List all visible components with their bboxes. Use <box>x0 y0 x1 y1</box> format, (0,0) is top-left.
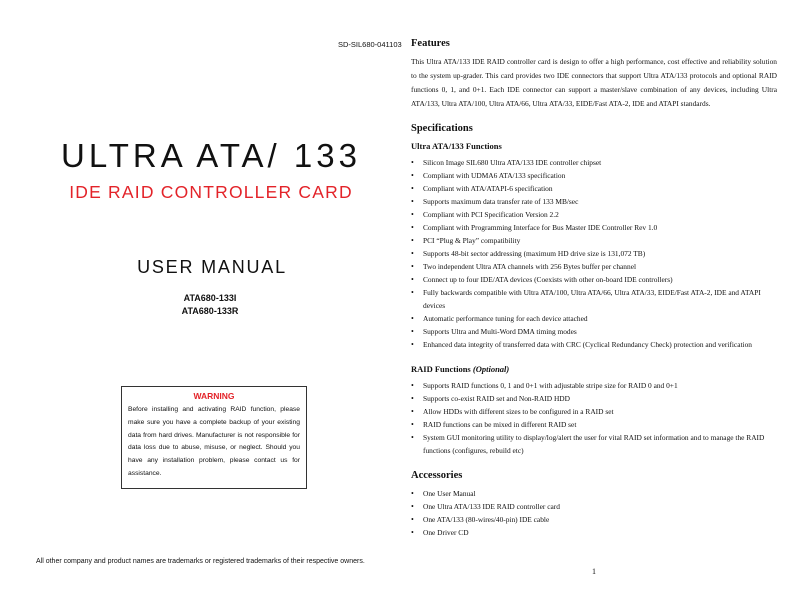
list-item: • Allow HDDs with different sizes to be configured in a RAID set <box>411 405 777 418</box>
ultra-functions-list <box>411 156 777 351</box>
raid-heading-text: RAID Functions <box>411 364 471 374</box>
list-item: • Compliant with Programming Interface for Bus Master IDE Controller Rev 1.0 <box>411 221 777 234</box>
warning-title: WARNING <box>193 391 235 401</box>
warning-text: Before installing and activating RAID function, please make sure you have a complete backup of your existing data from hard drives. Manufacturer is not responsible for data loss due to abuse, misuse, or neglect. Should you have any installation problem, please contact us for assistance. <box>128 406 300 477</box>
model-number: ATA680-133I <box>183 293 237 303</box>
list-item: • One User Manual <box>411 487 777 500</box>
right-page-content <box>411 38 777 539</box>
list-item: • Supports RAID functions 0, 1 and 0+1 with adjustable stripe size for RAID 0 and 0+1 <box>411 379 777 392</box>
list-item: • Two independent Ultra ATA channels with 256 Bytes buffer per channel <box>411 260 777 273</box>
list-item: • Supports co-exist RAID set and Non-RAID HDD <box>411 392 777 405</box>
product-subtitle: IDE RAID CONTROLLER CARD <box>69 182 353 202</box>
list-item: • One ATA/133 (80-wires/40-pin) IDE cable <box>411 513 777 526</box>
list-item: • System GUI monitoring utility to display/log/alert the user for vital RAID set information and to manage the RAID functions (configures, rebuild etc) <box>411 431 777 457</box>
document-id: SD-SIL680-041103 <box>338 40 402 49</box>
warning-box <box>121 386 307 489</box>
list-item: • One Driver CD <box>411 526 777 539</box>
model-number: ATA680-133R <box>181 306 239 316</box>
list-item: • Supports 48-bit sector addressing (maximum HD drive size is 131,072 TB) <box>411 247 777 260</box>
raid-functions-heading <box>411 364 777 374</box>
list-item: • Silicon Image SIL680 Ultra ATA/133 IDE controller chipset <box>411 156 777 169</box>
list-item: • PCI “Plug & Play” compatibility <box>411 234 777 247</box>
list-item: • Connect up to four IDE/ATA devices (Coexists with other on-board IDE controllers) <box>411 273 777 286</box>
list-item: • Compliant with UDMA6 ATA/133 specification <box>411 169 777 182</box>
list-item: • Supports Ultra and Multi-Word DMA timing modes <box>411 325 777 338</box>
list-item: • Compliant with PCI Specification Version 2.2 <box>411 208 777 221</box>
list-item: • Automatic performance tuning for each device attached <box>411 312 777 325</box>
product-title: ULTRA ATA/ 133 <box>61 137 361 174</box>
raid-optional-note: (Optional) <box>472 364 510 374</box>
accessories-heading: Accessories <box>411 470 463 481</box>
features-heading: Features <box>411 38 450 49</box>
ultra-functions-heading: Ultra ATA/133 Functions <box>411 141 502 151</box>
trademark-notice: All other company and product names are trademarks or registered trademarks of their respective owners. <box>36 558 365 565</box>
list-item: • Fully backwards compatible with Ultra ATA/100, Ultra ATA/66, Ultra ATA/33, EIDE/Fast ATA-2, IDE and ATAPI devices <box>411 286 777 312</box>
raid-functions-list <box>411 379 777 457</box>
list-item: • One Ultra ATA/133 IDE RAID controller card <box>411 500 777 513</box>
list-item: • RAID functions can be mixed in different RAID set <box>411 418 777 431</box>
accessories-list <box>411 487 777 539</box>
page-number: 1 <box>592 567 596 576</box>
features-text: This Ultra ATA/133 IDE RAID controller card is design to offer a high performance, cost effective and reliability solution to the system up-grader. This card provides two IDE connectors that support Ultra ATA/133 protocols and optional RAID functions 0, 1, and 0+1. Each IDE connector can support a master/slave combination of any devices, including Ultra ATA/133, Ultra ATA/100, Ultra ATA/66, Ultra ATA/33, EIDE/Fast ATA-2, IDE and ATAPI standards. <box>411 57 777 108</box>
list-item: • Supports maximum data transfer rate of 133 MB/sec <box>411 195 777 208</box>
list-item: • Compliant with ATA/ATAPI-6 specification <box>411 182 777 195</box>
manual-title: USER MANUAL <box>137 257 287 277</box>
list-item: • Enhanced data integrity of transferred data with CRC (Cyclical Redundancy Check) protection and verification <box>411 338 777 351</box>
specifications-heading: Specifications <box>411 123 473 134</box>
